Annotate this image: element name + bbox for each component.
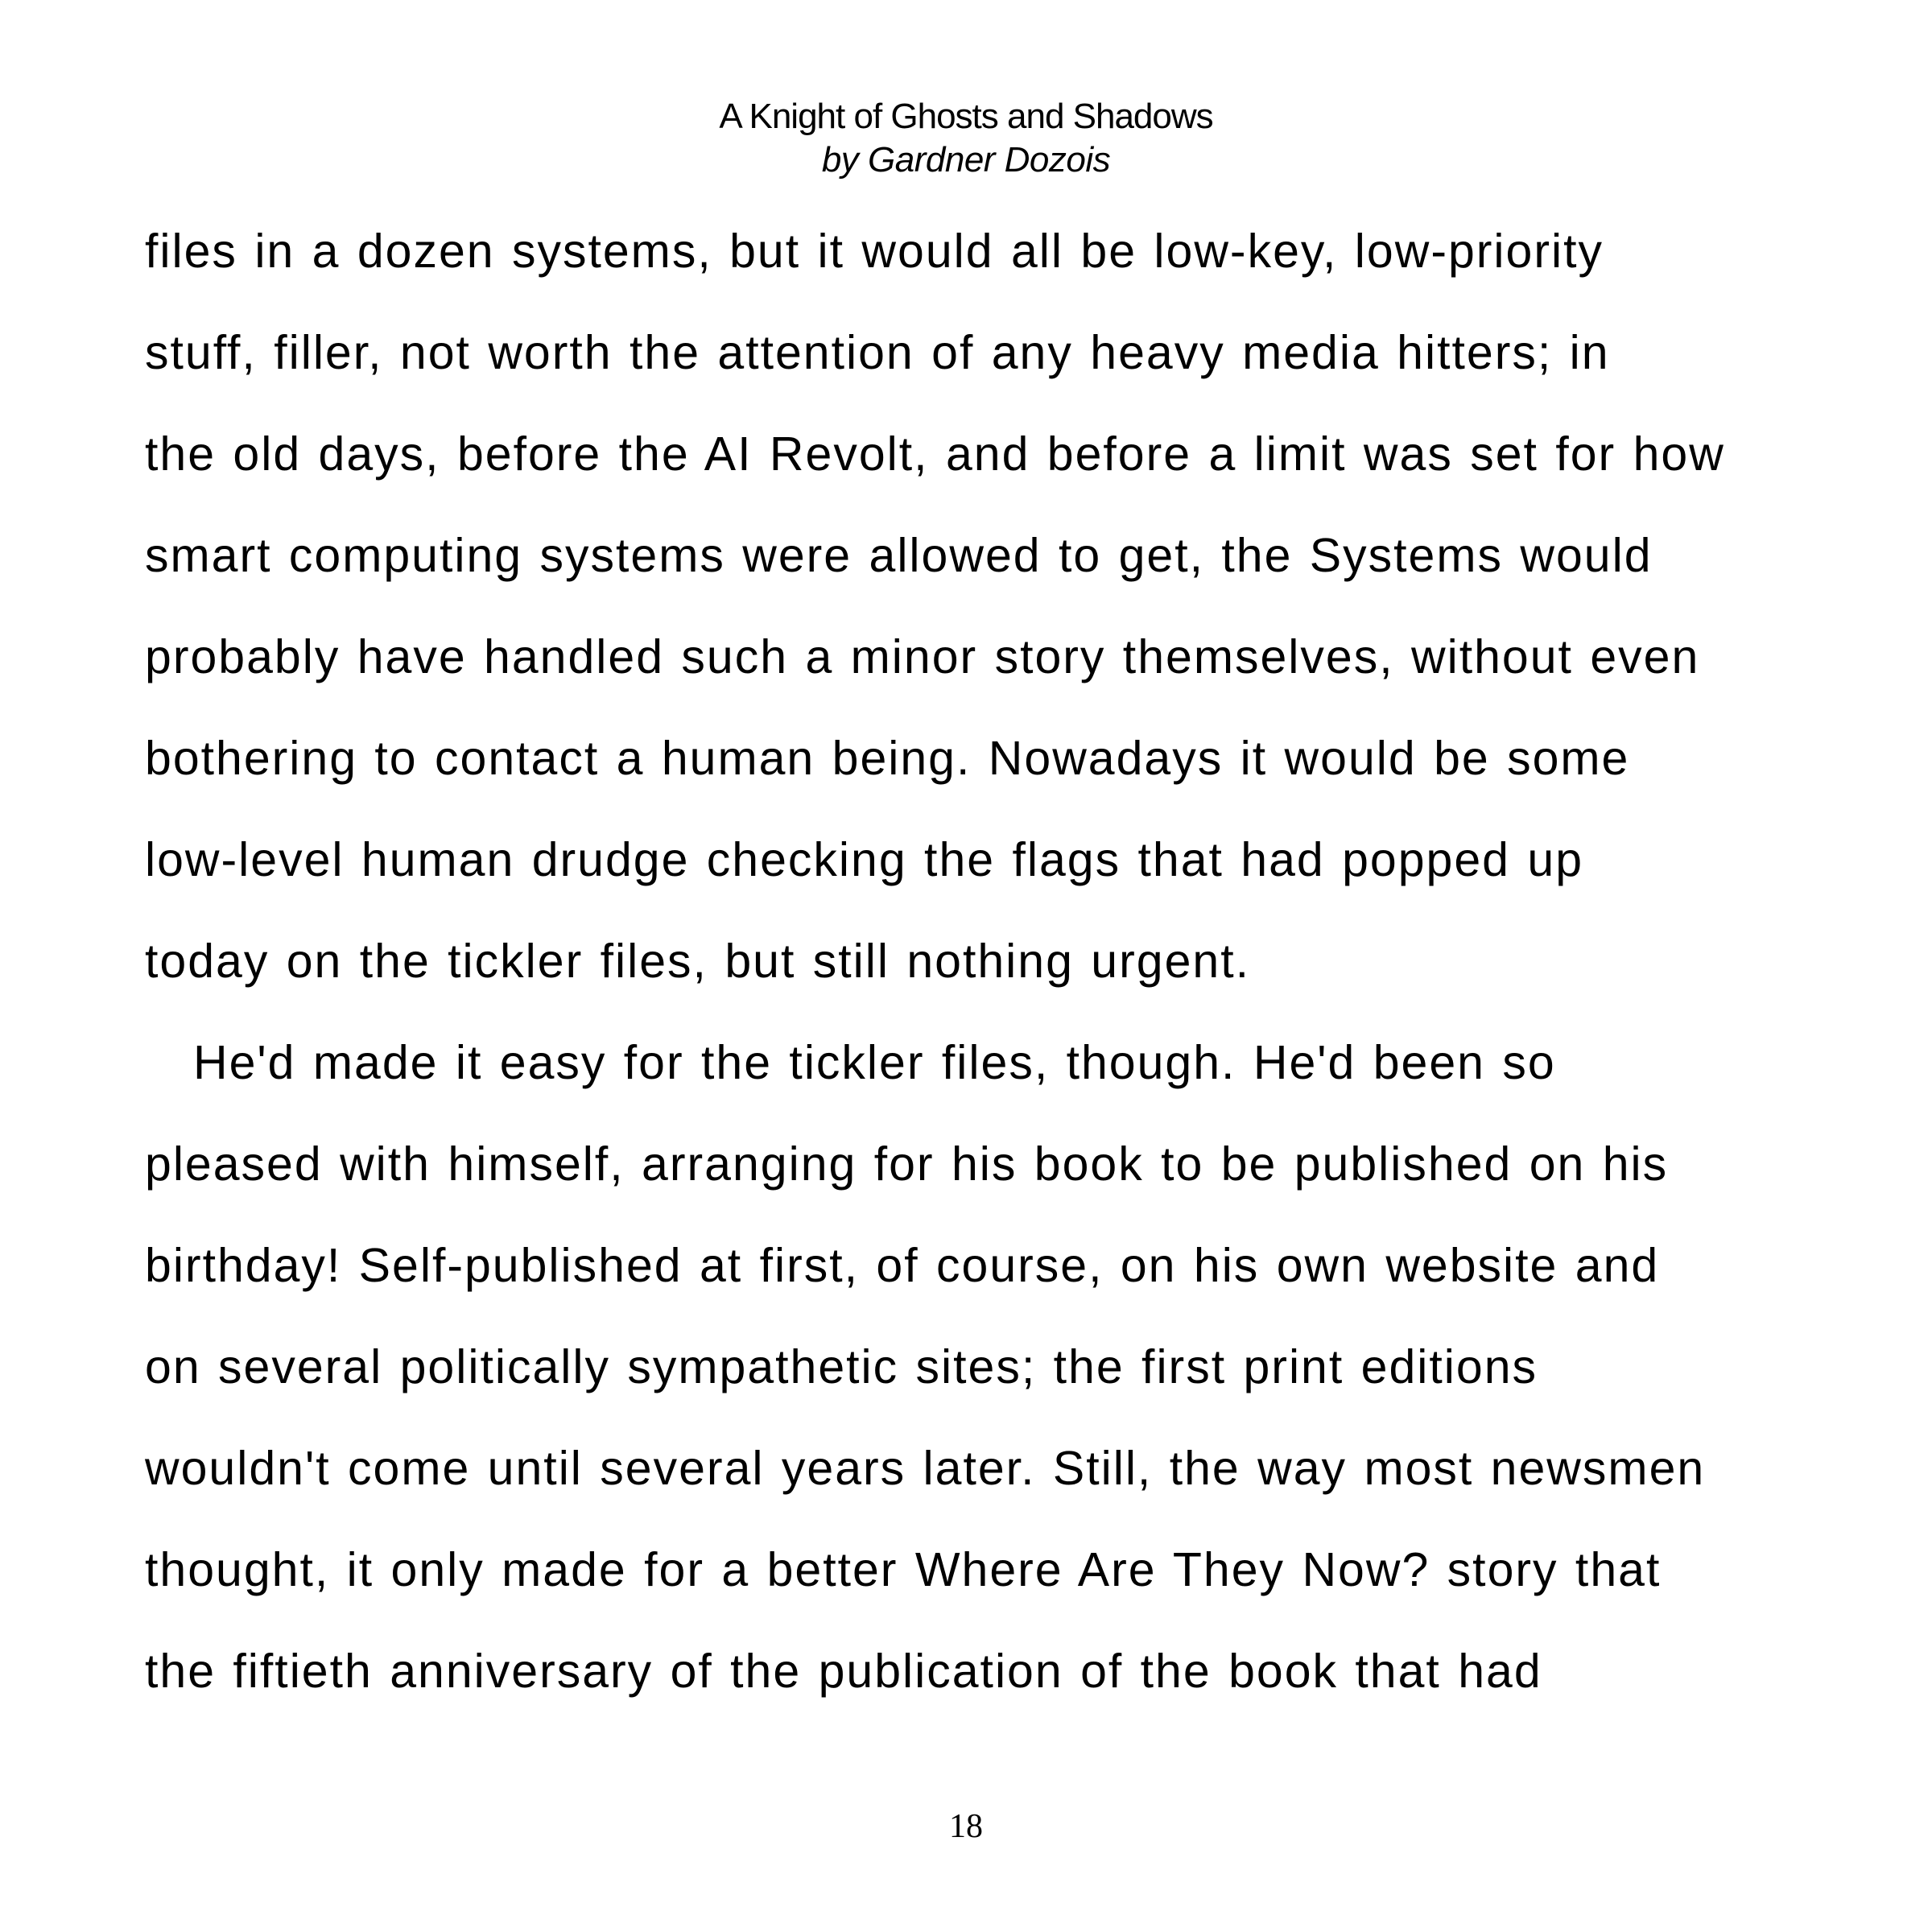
page-number: 18 xyxy=(949,1808,983,1845)
text-line: files in a dozen systems, but it would all be low-key, low-priority xyxy=(145,225,1604,278)
text-line: on several politically sympathetic sites; the first print editions xyxy=(145,1340,1538,1393)
text-line: smart computing systems were allowed to get, the Systems would xyxy=(145,529,1653,582)
running-header xyxy=(0,95,1932,182)
text-line: thought, it only made for a better Where Are They Now? story that xyxy=(145,1543,1662,1596)
text-line: low-level human drudge checking the flags that had popped up xyxy=(145,833,1584,886)
text-line: probably have handled such a minor story themselves, without even xyxy=(145,630,1700,683)
paragraph-first-line: He'd made it easy for the tickler files, though. He'd been so xyxy=(193,1036,1556,1089)
book-author: by Gardner Dozois xyxy=(821,140,1111,180)
text-line: birthday! Self-published at first, of course, on his own website and xyxy=(145,1239,1660,1292)
book-title: A Knight of Ghosts and Shadows xyxy=(719,97,1213,136)
text-line: the old days, before the AI Revolt, and before a limit was set for how xyxy=(145,427,1725,481)
text-line: pleased with himself, arranging for his book to be published on his xyxy=(145,1137,1669,1191)
text-line: bothering to contact a human being. Nowadays it would be some xyxy=(145,732,1630,785)
text-line: the fiftieth anniversary of the publication of the book that had xyxy=(145,1645,1542,1698)
text-line: today on the tickler files, but still nothing urgent. xyxy=(145,935,1250,988)
text-line: wouldn't come until several years later. Still, the way most newsmen xyxy=(145,1442,1706,1495)
text-line: stuff, filler, not worth the attention of any heavy media hitters; in xyxy=(145,326,1610,379)
